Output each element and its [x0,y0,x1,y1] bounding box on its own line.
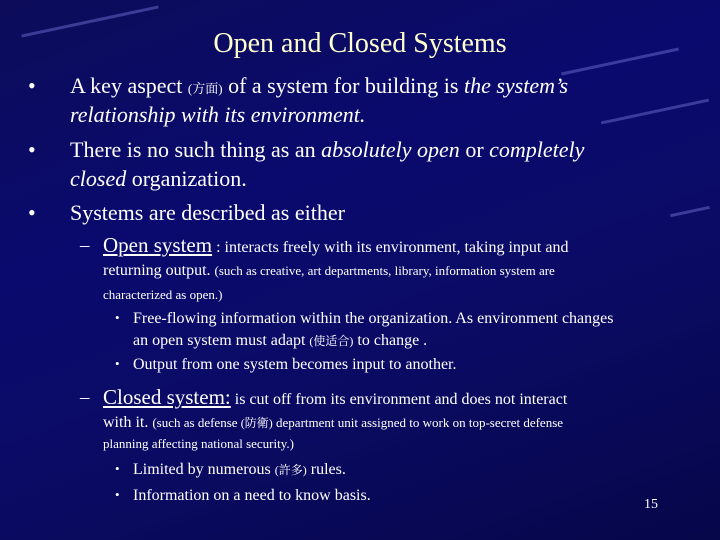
dash-marker: – [80,235,90,256]
bullet-1-line-1: A key aspect (方面) of a system for building is the system’s [70,73,569,98]
bullet-2-line-1: There is no such thing as an absolutely open or completely [70,137,585,162]
closed-sub-2: Information on a need to know basis. [133,487,371,504]
bullet-marker: • [28,73,36,98]
open-system-line-1: Open system : interacts freely with its environment, taking input and [103,233,569,257]
open-system-example-cont: characterized as open.) [103,287,223,302]
bullet-3: Systems are described as either [70,200,345,225]
bullet-2-line-2: closed organization. [70,166,247,191]
dash-marker: – [80,387,90,408]
open-sub-1-line-2: an open system must adapt (使适合) to change . [133,332,428,349]
sub-bullet-marker: • [115,461,120,476]
closed-sub-1: Limited by numerous (許多) rules. [133,461,346,478]
slide-title: Open and Closed Systems [213,28,507,59]
bullet-1-line-2: relationship with its environment. [70,102,366,127]
background-streak [601,99,709,125]
bullet-marker: • [28,137,36,162]
open-system-line-2: returning output. (such as creative, art departments, library, information system are [103,262,555,279]
closed-system-example-cont: planning affecting national security.) [103,436,294,451]
sub-bullet-marker: • [115,487,120,502]
closed-system-line-2: with it. (such as defense (防衛) department unit assigned to work on top-secret defense [103,414,564,431]
page-number: 15 [644,497,658,512]
sub-bullet-marker: • [115,310,120,325]
closed-system-line-1: Closed system: is cut off from its environment and does not interact [103,385,568,409]
bullet-marker: • [28,200,36,225]
sub-bullet-marker: • [115,356,120,371]
open-sub-2: Output from one system becomes input to another. [133,356,457,373]
open-sub-1-line-1: Free-flowing information within the organization. As environment changes [133,310,614,327]
background-streak [670,206,710,217]
